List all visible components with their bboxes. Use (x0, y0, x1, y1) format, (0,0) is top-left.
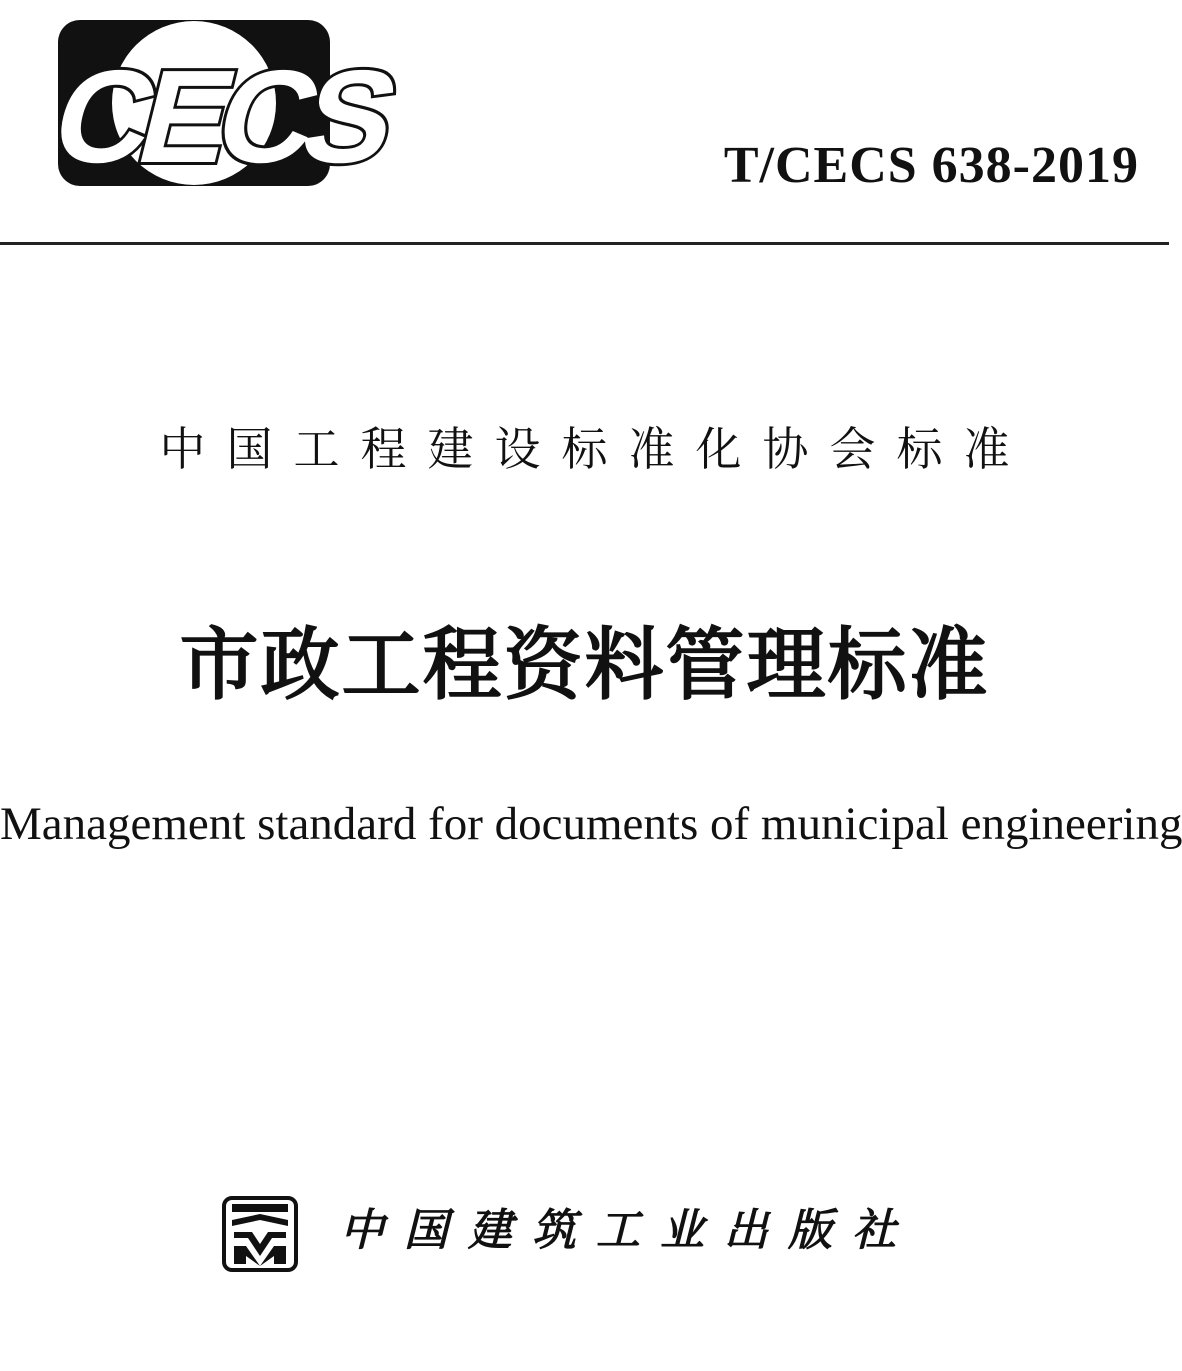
header-divider (0, 242, 1169, 245)
association-line: 中国工程建设标准化协会标准 (159, 422, 1031, 476)
standard-number: T/CECS 638-2019 (723, 137, 1139, 194)
english-title: Management standard for documents of municipal engineering (0, 798, 1182, 850)
publisher-name: 中国建筑工业出版社 (340, 1205, 916, 1256)
publisher-emblem-icon (222, 1196, 298, 1272)
logo-text: CECS (39, 43, 403, 191)
cecs-logo-icon (26, 20, 403, 191)
chinese-title: 市政工程资料管理标准 (179, 619, 990, 711)
